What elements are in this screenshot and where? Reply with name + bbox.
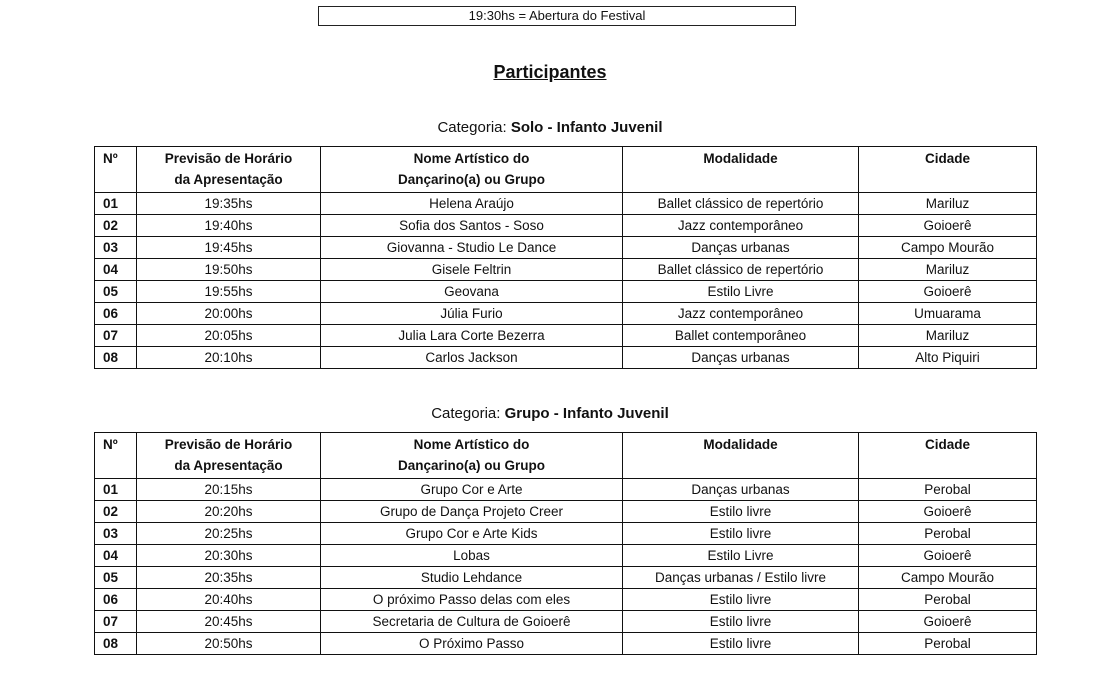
cell-number: 05 bbox=[95, 281, 137, 303]
cell-artist-name: Secretaria de Cultura de Goioerê bbox=[321, 611, 623, 633]
table-row bbox=[95, 193, 1037, 215]
table-row bbox=[95, 633, 1037, 655]
cell-modality: Jazz contemporâneo bbox=[623, 303, 859, 325]
cell-number: 07 bbox=[95, 611, 137, 633]
page-title: Participantes bbox=[493, 62, 607, 82]
col-header-time bbox=[137, 147, 321, 193]
cell-artist-name: Giovanna - Studio Le Dance bbox=[321, 237, 623, 259]
cell-artist-name: Sofia dos Santos - Soso bbox=[321, 215, 623, 237]
cell-modality: Estilo livre bbox=[623, 611, 859, 633]
cell-artist-name: Grupo de Dança Projeto Creer bbox=[321, 501, 623, 523]
cell-city: Goioerê bbox=[859, 215, 1037, 237]
cell-time: 19:55hs bbox=[137, 281, 321, 303]
col-header-name-line2: Dançarino(a) ou Grupo bbox=[397, 172, 545, 187]
cell-modality: Jazz contemporâneo bbox=[623, 215, 859, 237]
cell-time: 20:05hs bbox=[137, 325, 321, 347]
cell-number: 03 bbox=[95, 523, 137, 545]
cell-city: Alto Piquiri bbox=[859, 347, 1037, 369]
cell-city: Campo Mourão bbox=[859, 567, 1037, 589]
cell-modality: Ballet clássico de repertório bbox=[623, 193, 859, 215]
cell-modality: Danças urbanas / Estilo livre bbox=[623, 567, 859, 589]
cell-city: Perobal bbox=[859, 523, 1037, 545]
cell-city: Perobal bbox=[859, 633, 1037, 655]
cell-time: 20:30hs bbox=[137, 545, 321, 567]
cell-city: Mariluz bbox=[859, 259, 1037, 281]
cell-number: 08 bbox=[95, 347, 137, 369]
cell-modality: Estilo livre bbox=[623, 523, 859, 545]
cell-city: Goioerê bbox=[859, 611, 1037, 633]
cell-city: Perobal bbox=[859, 589, 1037, 611]
cell-city: Mariluz bbox=[859, 193, 1037, 215]
cell-number: 02 bbox=[95, 501, 137, 523]
table-row bbox=[95, 545, 1037, 567]
cell-modality: Estilo livre bbox=[623, 501, 859, 523]
col-header-name bbox=[321, 433, 623, 479]
table-row bbox=[95, 567, 1037, 589]
cell-time: 20:15hs bbox=[137, 479, 321, 501]
col-header-city: Cidade bbox=[859, 147, 1037, 193]
table-row bbox=[95, 479, 1037, 501]
table-row bbox=[95, 325, 1037, 347]
participants-table-solo bbox=[94, 146, 1037, 369]
cell-artist-name: Júlia Furio bbox=[321, 303, 623, 325]
cell-number: 06 bbox=[95, 303, 137, 325]
cell-artist-name: Grupo Cor e Arte Kids bbox=[321, 523, 623, 545]
cell-modality: Danças urbanas bbox=[623, 347, 859, 369]
cell-modality: Danças urbanas bbox=[623, 479, 859, 501]
cell-number: 04 bbox=[95, 259, 137, 281]
category-prefix: Categoria: bbox=[431, 405, 505, 422]
col-header-name bbox=[321, 147, 623, 193]
col-header-time-line1: Previsão de Horário bbox=[164, 151, 293, 166]
cell-number: 05 bbox=[95, 567, 137, 589]
col-header-city: Cidade bbox=[859, 433, 1037, 479]
cell-artist-name: O próximo Passo delas com eles bbox=[321, 589, 623, 611]
cell-modality: Estilo Livre bbox=[623, 545, 859, 567]
opening-time-box: 19:30hs = Abertura do Festival bbox=[318, 6, 796, 26]
cell-artist-name: Julia Lara Corte Bezerra bbox=[321, 325, 623, 347]
cell-artist-name: Studio Lehdance bbox=[321, 567, 623, 589]
table-row bbox=[95, 611, 1037, 633]
category-name: Solo - Infanto Juvenil bbox=[510, 119, 663, 136]
cell-modality: Estilo livre bbox=[623, 633, 859, 655]
table-header-row bbox=[95, 433, 1037, 479]
cell-number: 07 bbox=[95, 325, 137, 347]
cell-number: 08 bbox=[95, 633, 137, 655]
cell-number: 01 bbox=[95, 193, 137, 215]
category-prefix: Categoria: bbox=[437, 119, 511, 136]
table-row bbox=[95, 259, 1037, 281]
col-header-name-line2: Dançarino(a) ou Grupo bbox=[397, 458, 545, 473]
cell-modality: Ballet clássico de repertório bbox=[623, 259, 859, 281]
table-row bbox=[95, 501, 1037, 523]
cell-artist-name: Gisele Feltrin bbox=[321, 259, 623, 281]
cell-number: 06 bbox=[95, 589, 137, 611]
col-header-time-line1: Previsão de Horário bbox=[164, 437, 293, 452]
cell-artist-name: Helena Araújo bbox=[321, 193, 623, 215]
table-row bbox=[95, 215, 1037, 237]
cell-time: 20:50hs bbox=[137, 633, 321, 655]
col-header-no: Nº bbox=[95, 433, 137, 479]
table-row bbox=[95, 589, 1037, 611]
cell-modality: Estilo Livre bbox=[623, 281, 859, 303]
cell-time: 20:00hs bbox=[137, 303, 321, 325]
cell-number: 03 bbox=[95, 237, 137, 259]
col-header-no: Nº bbox=[95, 147, 137, 193]
cell-artist-name: Lobas bbox=[321, 545, 623, 567]
cell-modality: Estilo livre bbox=[623, 589, 859, 611]
cell-time: 19:45hs bbox=[137, 237, 321, 259]
cell-city: Perobal bbox=[859, 479, 1037, 501]
cell-number: 02 bbox=[95, 215, 137, 237]
table-row bbox=[95, 237, 1037, 259]
cell-modality: Danças urbanas bbox=[623, 237, 859, 259]
cell-number: 04 bbox=[95, 545, 137, 567]
cell-city: Goioerê bbox=[859, 545, 1037, 567]
cell-city: Campo Mourão bbox=[859, 237, 1037, 259]
category-name: Grupo - Infanto Juvenil bbox=[504, 405, 669, 422]
cell-city: Goioerê bbox=[859, 501, 1037, 523]
category-caption-solo bbox=[0, 119, 1100, 136]
cell-city: Goioerê bbox=[859, 281, 1037, 303]
category-caption-grupo bbox=[0, 405, 1100, 422]
cell-time: 20:45hs bbox=[137, 611, 321, 633]
col-header-time bbox=[137, 433, 321, 479]
cell-time: 20:40hs bbox=[137, 589, 321, 611]
col-header-modality: Modalidade bbox=[623, 433, 859, 479]
table-row bbox=[95, 523, 1037, 545]
cell-time: 20:10hs bbox=[137, 347, 321, 369]
col-header-name-line1: Nome Artístico do bbox=[413, 151, 530, 166]
cell-time: 20:35hs bbox=[137, 567, 321, 589]
participants-table-grupo bbox=[94, 432, 1037, 655]
cell-time: 20:25hs bbox=[137, 523, 321, 545]
cell-city: Mariluz bbox=[859, 325, 1037, 347]
cell-time: 19:35hs bbox=[137, 193, 321, 215]
table-row bbox=[95, 281, 1037, 303]
col-header-modality: Modalidade bbox=[623, 147, 859, 193]
cell-time: 19:40hs bbox=[137, 215, 321, 237]
table-header-row bbox=[95, 147, 1037, 193]
cell-artist-name: Grupo Cor e Arte bbox=[321, 479, 623, 501]
cell-number: 01 bbox=[95, 479, 137, 501]
table-row bbox=[95, 303, 1037, 325]
cell-time: 20:20hs bbox=[137, 501, 321, 523]
table-row bbox=[95, 347, 1037, 369]
col-header-time-line2: da Apresentação bbox=[174, 172, 283, 187]
cell-artist-name: Geovana bbox=[321, 281, 623, 303]
cell-artist-name: O Próximo Passo bbox=[321, 633, 623, 655]
cell-artist-name: Carlos Jackson bbox=[321, 347, 623, 369]
col-header-time-line2: da Apresentação bbox=[174, 458, 283, 473]
col-header-name-line1: Nome Artístico do bbox=[413, 437, 530, 452]
cell-time: 19:50hs bbox=[137, 259, 321, 281]
cell-city: Umuarama bbox=[859, 303, 1037, 325]
cell-modality: Ballet contemporâneo bbox=[623, 325, 859, 347]
